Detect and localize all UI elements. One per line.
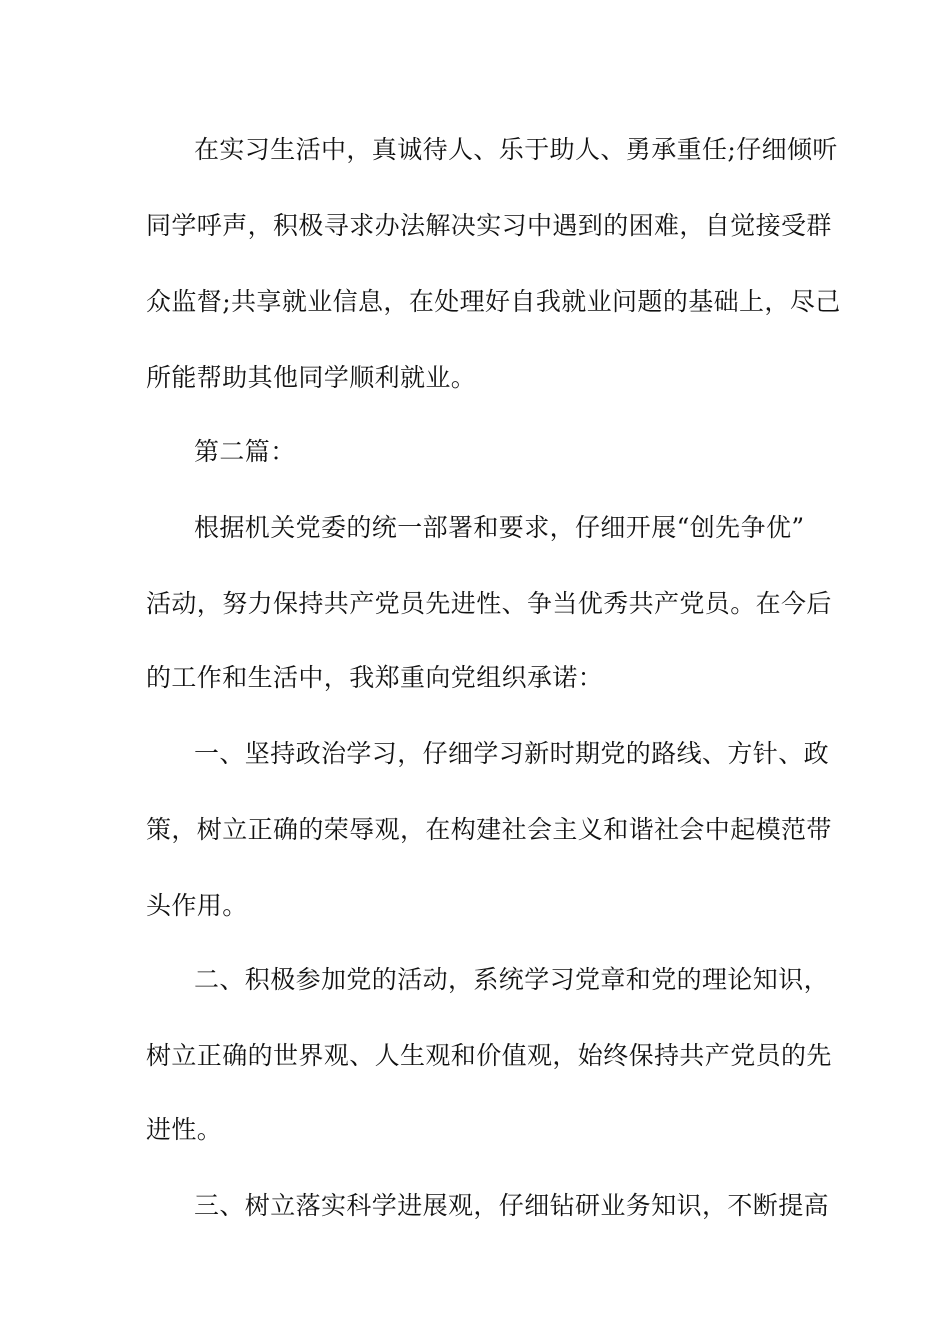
paragraph-line: 在实习生活中，真诚待人、乐于助人、勇承重任;仔细倾听 <box>194 135 838 164</box>
paragraph-line: 一、坚持政治学习，仔细学习新时期党的路线、方针、政 <box>194 739 830 768</box>
paragraph-line: 策，树立正确的荣辱观，在构建社会主义和谐社会中起模范带 <box>146 815 832 844</box>
paragraph-line: 二、积极参加党的活动，系统学习党章和党的理论知识， <box>194 965 830 994</box>
section-heading: 第二篇： <box>194 437 296 466</box>
paragraph-line: 活动，努力保持共产党员先进性、争当优秀共产党员。在今后 <box>146 589 832 618</box>
paragraph-line: 进性。 <box>146 1115 223 1144</box>
paragraph-line: 所能帮助其他同学顺利就业。 <box>146 363 477 392</box>
paragraph-line: 头作用。 <box>146 891 248 920</box>
paragraph-line: 同学呼声，积极寻求办法解决实习中遇到的困难，自觉接受群 <box>146 211 832 240</box>
paragraph-line: 三、树立落实科学进展观，仔细钻研业务知识，不断提高 <box>194 1191 830 1220</box>
paragraph-line: 树立正确的世界观、人生观和价值观，始终保持共产党员的先 <box>146 1041 832 1070</box>
paragraph-line: 众监督;共享就业信息，在处理好自我就业问题的基础上，尽己 <box>146 287 841 316</box>
paragraph-line: 根据机关党委的统一部署和要求，仔细开展“创先争优” <box>194 513 805 542</box>
paragraph-line: 的工作和生活中，我郑重向党组织承诺： <box>146 663 604 692</box>
